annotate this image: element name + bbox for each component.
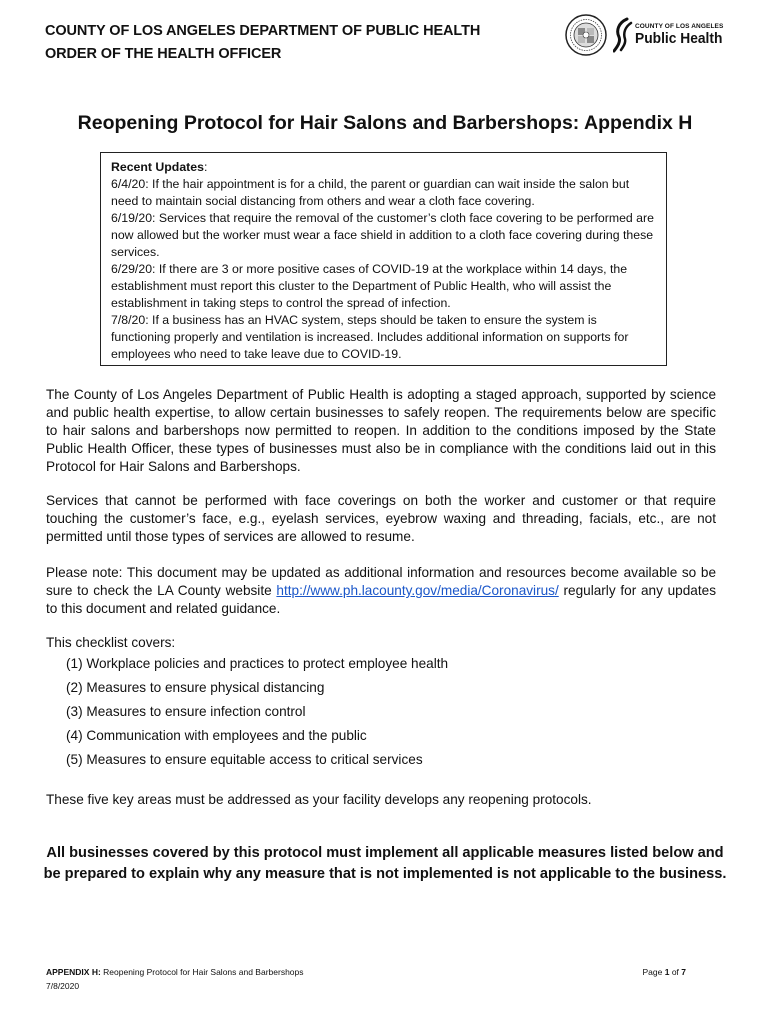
la-county-website-link[interactable]: http://www.ph.lacounty.gov/media/Coronavirus/: [276, 583, 559, 598]
intro-paragraph: [46, 386, 716, 476]
checklist-item: (2) Measures to ensure physical distancing: [66, 680, 325, 695]
checklist-item: (5) Measures to ensure equitable access to critical services: [66, 752, 423, 767]
update-item: 6/19/20: Services that require the removal of the customer’s cloth face covering to be performed are now allowed but the worker must wear a face shield in addition to a cloth face covering during these services.: [111, 211, 654, 259]
note-paragraph: [46, 564, 716, 618]
recent-updates-heading: Recent Updates: [111, 160, 204, 174]
checklist-heading: This checklist covers:: [46, 635, 176, 650]
page-of: of: [669, 967, 682, 977]
checklist-item: (1) Workplace policies and practices to protect employee health: [66, 656, 449, 671]
implementation-requirement-note: All businesses covered by this protocol must implement all applicable measures listed below and be prepared to explain why any measure that is not implemented is not applicable to the business.: [43, 845, 727, 882]
services-paragraph: [46, 492, 716, 546]
page-title: Reopening Protocol for Hair Salons and Barbershops: Appendix H: [77, 112, 693, 134]
page-footer: [46, 965, 686, 993]
checklist-list: [46, 652, 716, 772]
closing-statement: These five key areas must be addressed as your facility develops any reopening protocols.: [46, 792, 592, 807]
header-line-department: COUNTY OF LOS ANGELES DEPARTMENT OF PUBLIC HEALTH: [45, 23, 481, 39]
public-health-logo: [613, 17, 730, 53]
header-line-order: ORDER OF THE HEALTH OFFICER: [45, 46, 282, 62]
update-item: 7/8/20: If a business has an HVAC system, steps should be taken to ensure the system is functioning properly and ventilation is increased. Includes additional information on supports for employees who need to take leave due to COVID-19.: [111, 313, 629, 361]
logo-county-text: COUNTY OF LOS ANGELES: [634, 22, 724, 30]
footer-appendix-label: APPENDIX H:: [46, 967, 101, 977]
page-number: 1: [664, 967, 670, 977]
checklist-item: (3) Measures to ensure infection control: [66, 704, 306, 719]
intro-text: The County of Los Angeles Department of Public Health is adopting a staged approach, supported by science and public health expertise, to allow certain businesses to safely reopen. The requirements below are specific to hair salons and barbershops now permitted to reopen. In addition to the conditions imposed by the State Public Health Officer, these types of businesses must also be in compliance with the conditions laid out in this Protocol for Hair Salons and Barbershops.: [46, 387, 716, 474]
document-header: [45, 20, 480, 66]
page-total: 7: [681, 967, 686, 977]
update-item: 6/4/20: If the hair appointment is for a child, the parent or guardian can wait inside the salon but need to maintain social distancing from others and wear a cloth face covering.: [111, 177, 630, 208]
recent-updates-box: [100, 152, 667, 366]
update-item: 6/29/20: If there are 3 or more positive cases of COVID-19 at the workplace within 14 days, the establishment must report this cluster to the Department of Public Health, who will assist the establishment in taking steps to control the spread of infection.: [111, 262, 628, 310]
checklist-section: [46, 634, 716, 772]
note-text-before: Please note: This document may be updated as additional information and resources become available so be sure to check the LA County website: [46, 565, 716, 598]
recent-updates-colon: :: [203, 160, 208, 174]
header-logos: [565, 14, 730, 56]
county-seal-icon: [565, 14, 607, 56]
footer-appendix-text: Reopening Protocol for Hair Salons and Barbershops: [100, 967, 304, 977]
note-text-after: regularly for any updates to this document and related guidance.: [46, 583, 716, 616]
page-indicator: [643, 965, 687, 979]
logo-public-health-text: Public Health: [634, 30, 723, 48]
public-health-mark-icon: [613, 17, 633, 53]
checklist-item: (4) Communication with employees and the public: [66, 728, 367, 743]
footer-date: 7/8/2020: [46, 981, 80, 991]
services-text: Services that cannot be performed with face coverings on both the worker and customer or that require touching the customer’s face, e.g., eyelash services, eyebrow waxing and threading, facials, etc., are not permitted until those types of services are allowed to resume.: [46, 493, 716, 544]
page-prefix: Page: [642, 967, 665, 977]
